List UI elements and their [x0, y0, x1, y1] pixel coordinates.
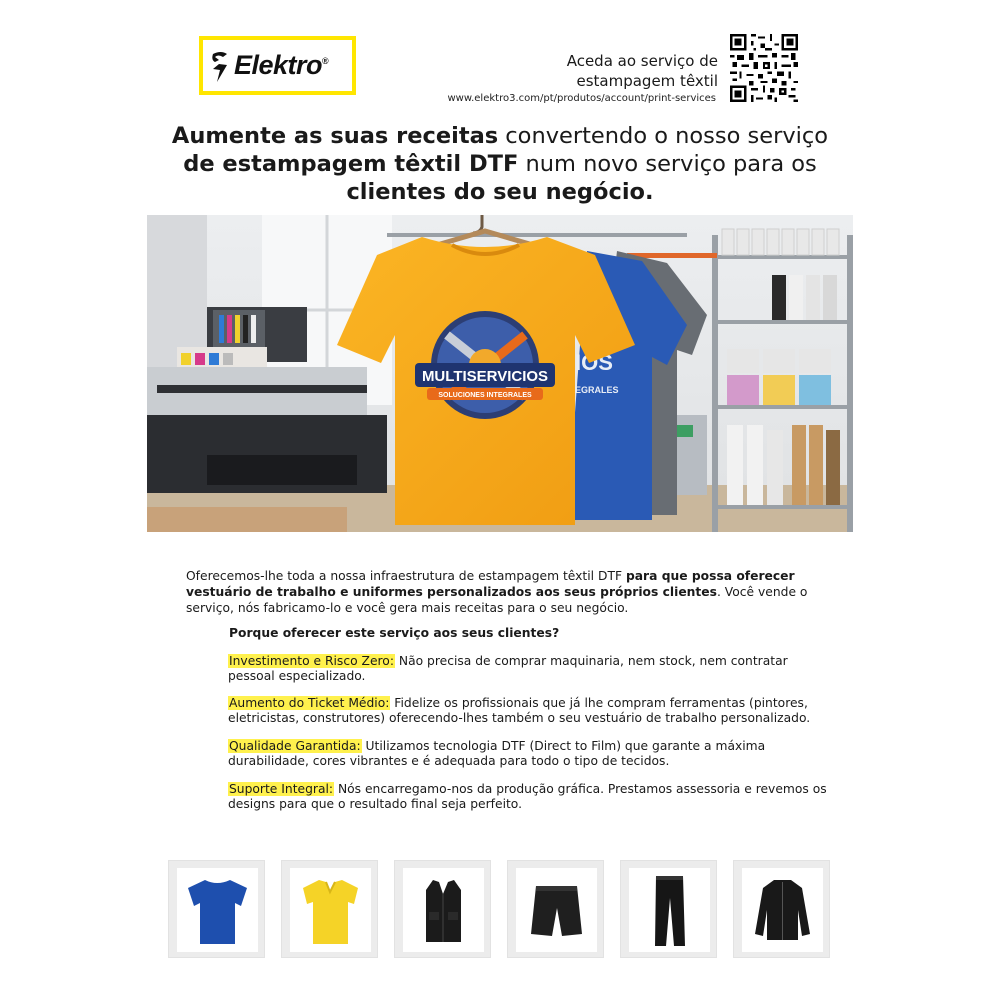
- back-shirt-text: IOS: [575, 350, 613, 375]
- page-headline: Aumente as suas receitas convertendo o nosso serviço de estampagem têxtil DTF num novo serviço para os clientes do seu negócio.: [171, 123, 829, 205]
- brand-logo[interactable]: [199, 36, 356, 95]
- product-trousers[interactable]: [620, 860, 717, 958]
- yellow-polo-icon: [290, 868, 371, 952]
- benefit-item: Qualidade Garantida: Utilizamos tecnologia DTF (Direct to Film) que garante a máxima durabilidade, cores vibrantes e é adequada para todo o tipo de tecidos.: [228, 739, 766, 768]
- product-shorts[interactable]: [507, 860, 604, 958]
- product-gallery: [168, 860, 832, 958]
- service-access-text: [567, 51, 718, 91]
- shirt-logo-subtitle: SOLUCIONES INTEGRALES: [438, 392, 532, 399]
- product-polo[interactable]: [281, 860, 378, 958]
- intro-paragraph: Oferecemos-lhe toda a nossa infraestrutura de estampagem têxtil DTF para que possa oferecer vestuário de trabalho e uniformes personalizados aos seus próprios clientes. Você vende o serviço, nós fabricamo-lo e você gera mais receitas para o seu negócio.: [186, 569, 808, 615]
- qr-code-icon[interactable]: [730, 34, 798, 102]
- why-heading: Porque oferecer este serviço aos seus clientes?: [229, 626, 560, 640]
- elektro-logo-icon: [209, 48, 231, 84]
- black-jacket-icon: [742, 868, 823, 952]
- hero-image: [147, 215, 853, 532]
- service-url[interactable]: www.elektro3.com/pt/produtos/account/print-services: [447, 93, 716, 104]
- blue-tshirt-icon: [177, 868, 258, 952]
- access-line-1: Aceda ao serviço de: [566, 52, 718, 70]
- benefit-item: Suporte Integral: Nós encarregamo-nos da produção gráfica. Prestamos assessoria e revemos os designs para que o resultado final seja perfeito.: [228, 782, 827, 811]
- black-vest-icon: [403, 868, 484, 952]
- benefit-label: Aumento do Ticket Médio:: [229, 696, 390, 710]
- brand-name: Elektro®: [234, 50, 329, 80]
- back-shirt-subtext: EGRALES: [575, 385, 619, 395]
- benefit-item: Investimento e Risco Zero: Não precisa de comprar maquinaria, nem stock, nem contratar pessoal especializado.: [228, 654, 788, 683]
- product-vest[interactable]: [394, 860, 491, 958]
- benefit-label: Qualidade Garantida:: [229, 739, 361, 753]
- shirt-logo-title: MULTISERVICIOS: [421, 368, 549, 385]
- product-jacket[interactable]: [733, 860, 830, 958]
- access-line-2: estampagem têxtil: [576, 72, 718, 90]
- benefit-label: Investimento e Risco Zero:: [229, 654, 394, 668]
- product-tshirt[interactable]: [168, 860, 265, 958]
- benefit-item: Aumento do Ticket Médio: Fidelize os profissionais que já lhe compram ferramentas (pintores, eletricistas, construtores) oferecendo-lhes também o seu vestuário de trabalho personalizado.: [228, 696, 811, 725]
- black-shorts-icon: [516, 868, 597, 952]
- benefit-label: Suporte Integral:: [229, 782, 334, 796]
- black-trousers-icon: [629, 868, 710, 952]
